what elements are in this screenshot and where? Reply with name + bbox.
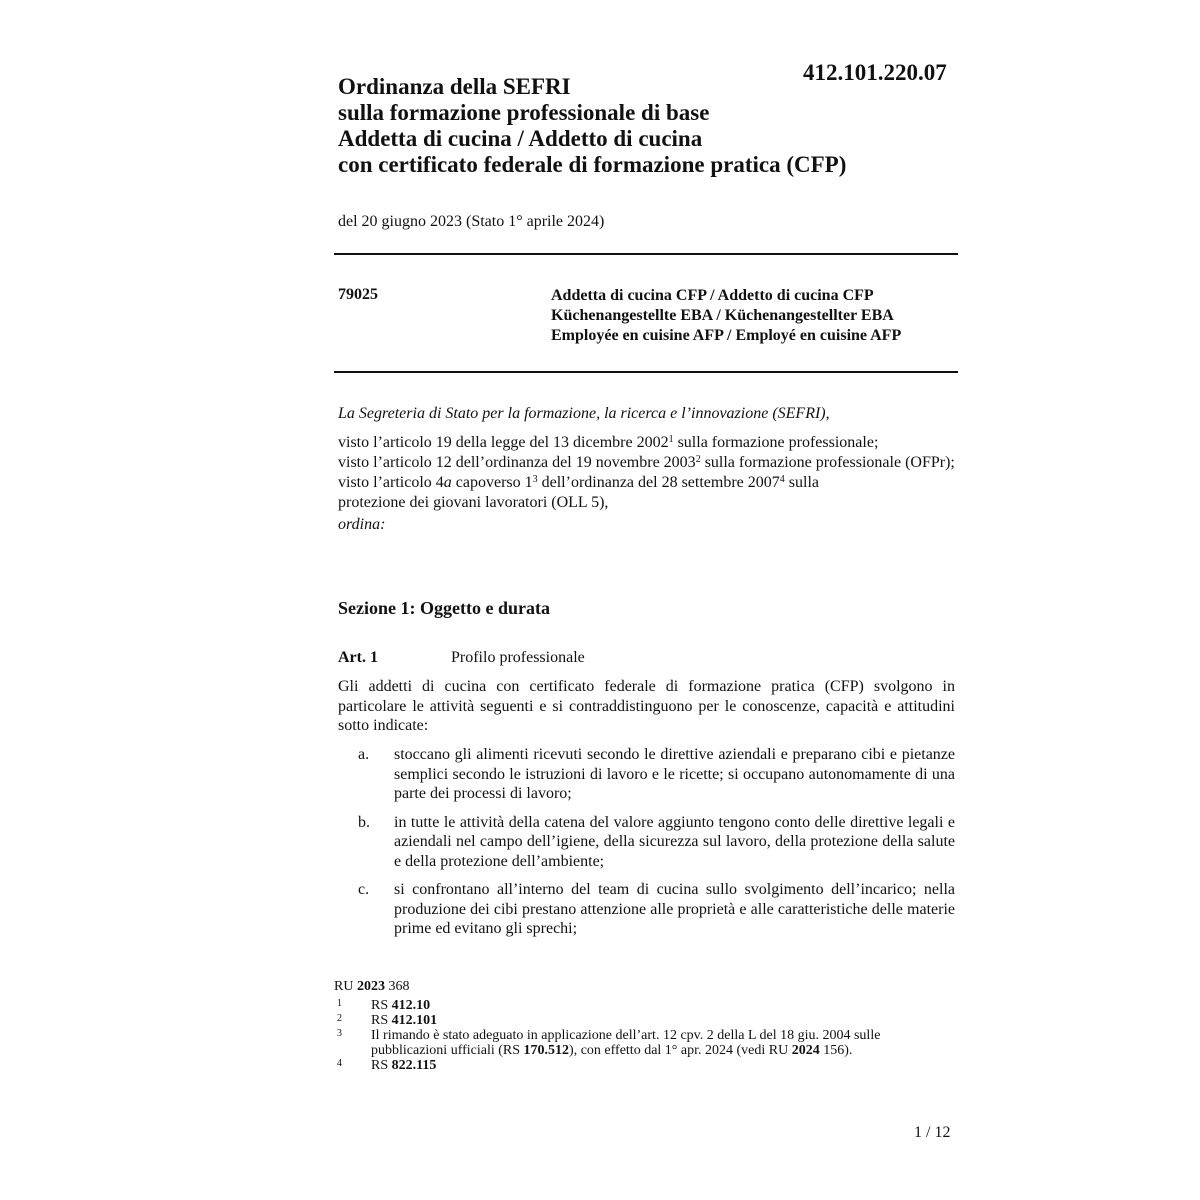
- footnote-number: 2: [337, 1013, 342, 1024]
- date-line: del 20 giugno 2023 (Stato 1° aprile 2024): [338, 213, 605, 230]
- title-line: con certificato federale di formazione pratica (CFP): [338, 152, 847, 177]
- occupation-title: Addetta di cucina CFP / Addetto di cucina CFP: [551, 287, 874, 304]
- footnote: [334, 998, 954, 1013]
- title-line: sulla formazione professionale di base: [338, 100, 710, 125]
- preamble-ordina: ordina:: [338, 516, 386, 533]
- official-reference: [334, 979, 409, 995]
- occupation-title: Küchenangestellte EBA / Küchenangestellter EBA: [551, 307, 894, 324]
- list-marker: a.: [358, 746, 370, 763]
- footnote-text: [371, 998, 954, 1013]
- divider-top: [334, 253, 958, 255]
- preamble-text: dell’ordinanza del 28 settembre 2007: [537, 474, 780, 491]
- page-number: 1 / 12: [914, 1124, 951, 1141]
- title-line: Addetta di cucina / Addetto di cucina: [338, 126, 703, 151]
- footnote-ref[interactable]: 2: [695, 454, 701, 465]
- list-marker: b.: [358, 813, 370, 831]
- section-heading: Sezione 1: Oggetto e durata: [338, 598, 550, 618]
- footnote-number: 4: [337, 1058, 342, 1069]
- ref-text: 368: [384, 979, 410, 994]
- preamble-line-2: [338, 453, 958, 473]
- preamble-text: sulla formazione professionale;: [673, 434, 879, 451]
- footnote-number: 1: [337, 998, 342, 1009]
- footnote-part: 156).: [819, 1043, 853, 1058]
- footnote-part: ), con effetto dal 1° apr. 2024 (vedi RU: [569, 1043, 792, 1058]
- ref-text: RU: [334, 979, 357, 994]
- footnote: [334, 1028, 954, 1058]
- sr-number: 412.101.220.07: [803, 60, 947, 85]
- footnote-text: [371, 1013, 954, 1028]
- footnote-ref[interactable]: 1: [668, 434, 674, 445]
- list-item: [338, 880, 955, 939]
- footnote: [334, 1013, 954, 1028]
- preamble-text: sulla protezione dei giovani lavoratori (OLL 5),: [338, 474, 819, 511]
- footnotes: [334, 998, 954, 1073]
- preamble-text: sulla formazione professionale (OFPr);: [700, 454, 955, 471]
- preamble-line-1: [338, 433, 958, 453]
- footnote-part: Il rimando è stato adeguato in applicazione dell’art. 12 cpv. 2 della L del 18 giu. 2004 sulle pubblicazioni ufficiali (RS: [371, 1028, 881, 1058]
- document-title: [338, 74, 938, 178]
- list-item: [338, 813, 955, 872]
- footnote-text: [371, 1028, 954, 1058]
- list-item: [338, 745, 955, 804]
- article-label: Art. 1: [338, 649, 378, 666]
- occupation-titles: [551, 286, 901, 346]
- footnote-text: [371, 1058, 954, 1073]
- article-items: [338, 745, 955, 948]
- footnote-link[interactable]: 170.512: [523, 1043, 570, 1058]
- footnote-part: RS: [371, 1058, 392, 1073]
- footnote-link[interactable]: 412.101: [391, 1013, 438, 1028]
- preamble-text: visto l’articolo 4: [338, 474, 444, 491]
- footnote-ref[interactable]: 3: [532, 474, 538, 485]
- footnote-link[interactable]: 822.115: [391, 1058, 437, 1073]
- footnote-ref[interactable]: 4: [779, 474, 785, 485]
- preamble-line-3: [338, 473, 883, 513]
- title-line: Ordinanza della SEFRI: [338, 74, 571, 99]
- footnote-part: RS: [371, 998, 392, 1013]
- preamble-text: visto l’articolo 19 della legge del 13 dicembre 2002: [338, 434, 669, 451]
- article-heading: [338, 649, 585, 667]
- preamble-text: a: [443, 474, 452, 491]
- preamble: [338, 404, 958, 535]
- list-marker: c.: [358, 881, 370, 898]
- preamble-text: visto l’articolo 12 dell’ordinanza del 19 novembre 2003: [338, 454, 696, 471]
- list-text: in tutte le attività della catena del valore aggiunto tengono conto delle direttive legali e aziendali nel campo dell’igiene, della sicurezza sul lavoro, della protezione della salute e della protezione dell’ambiente;: [394, 813, 955, 870]
- preamble-authority: La Segreteria di Stato per la formazione, la ricerca e l’innovazione (SEFRI),: [338, 405, 830, 422]
- footnote-link[interactable]: 2024: [791, 1043, 820, 1058]
- ref-year: 2023: [356, 979, 385, 994]
- footnote-number: 3: [337, 1028, 342, 1039]
- list-text: si confrontano all’interno del team di cucina sullo svolgimento dell’incarico; nella produzione dei cibi prestano attenzione alle proprietà e alle caratteristiche delle materie prime ed evitano gli sprechi;: [394, 881, 955, 937]
- footnote-link[interactable]: 412.10: [391, 998, 431, 1013]
- article-title: Profilo professionale: [451, 649, 585, 666]
- occupation-title: Employée en cuisine AFP / Employé en cuisine AFP: [551, 327, 902, 344]
- footnote: [334, 1058, 954, 1073]
- divider-bottom: [334, 371, 958, 373]
- list-text: stoccano gli alimenti ricevuti secondo le direttive aziendali e preparano cibi e pietanze semplici secondo le istruzioni di lavoro e le ricette; si occupano autonomamente di una parte dei processi di lavoro;: [394, 746, 955, 802]
- article-intro: Gli addetti di cucina con certificato federale di formazione pratica (CFP) svolgono in particolare le attività seguenti e si contraddistinguono per le conoscenze, capacità e attitudini sotto indicate:: [338, 678, 955, 734]
- preamble-text: capoverso 1: [451, 474, 533, 491]
- occupation-code: 79025: [338, 286, 378, 303]
- footnote-part: RS: [371, 1013, 392, 1028]
